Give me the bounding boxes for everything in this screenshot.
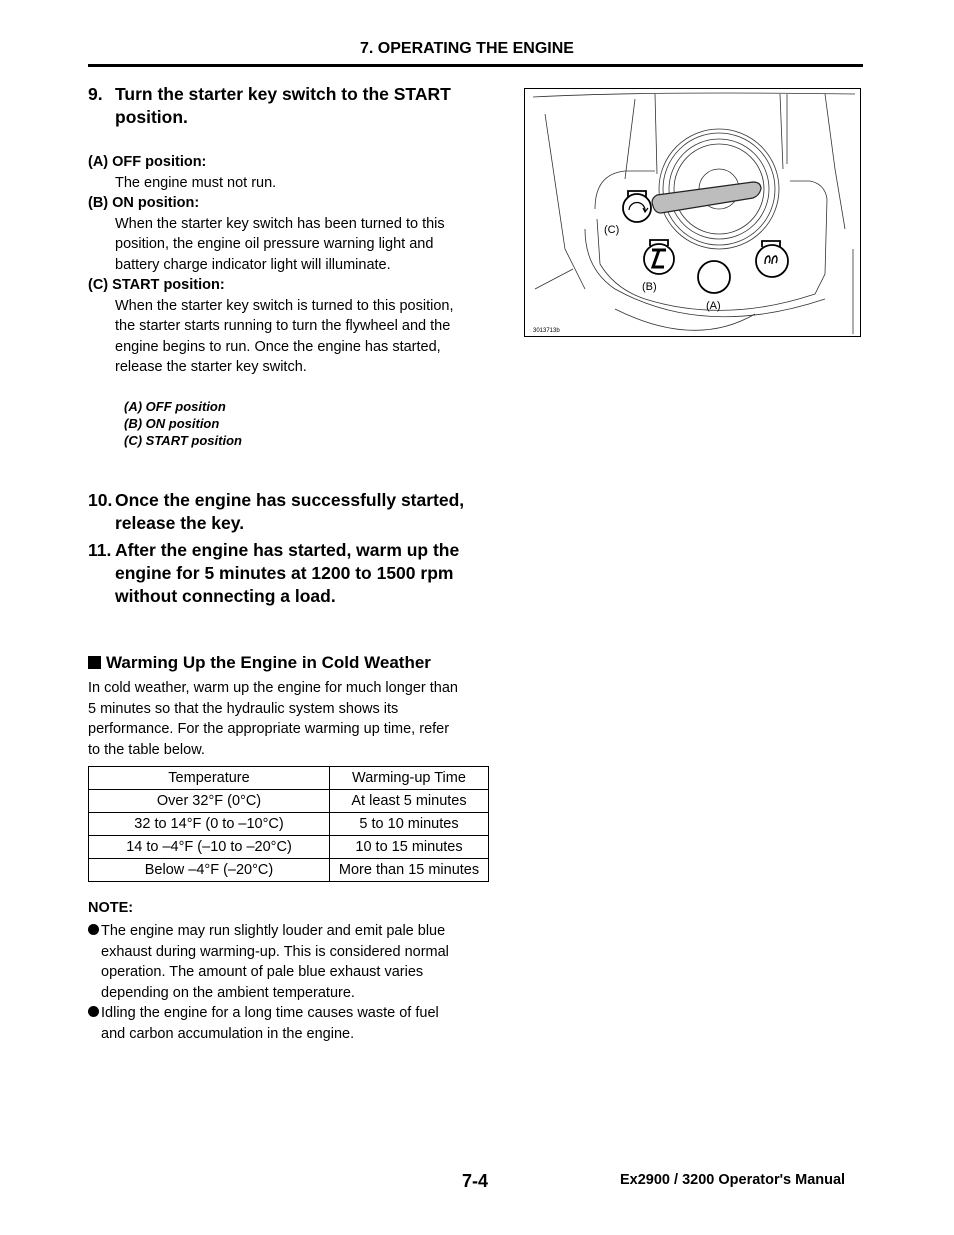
- step-text-line: After the engine has started, warm up the: [115, 540, 460, 560]
- position-a: [88, 152, 508, 193]
- step-number: 11.: [88, 540, 112, 560]
- position-desc: release the starter key switch.: [115, 359, 307, 375]
- step-10: [88, 489, 508, 535]
- square-bullet-icon: [88, 656, 101, 669]
- position-label: (A) OFF position:: [88, 154, 207, 170]
- position-definitions: [88, 152, 508, 378]
- table-cell: 14 to –4°F (–10 to –20°C): [89, 836, 330, 859]
- note-label: NOTE:: [88, 900, 134, 916]
- key-icon: [652, 182, 761, 213]
- position-desc: The engine must not run.: [115, 174, 277, 191]
- note-bullets: [88, 921, 498, 1044]
- position-desc: engine begins to run. Once the engine has started,: [115, 338, 441, 355]
- position-desc: When the starter key switch is turned to this position,: [115, 297, 454, 314]
- battery-charge-symbol-icon: [644, 240, 674, 274]
- callout-b: (B): [642, 281, 657, 293]
- figure-id: 3013713b: [533, 328, 560, 334]
- table-cell: 10 to 15 minutes: [330, 836, 489, 859]
- position-c: [88, 275, 508, 378]
- step-text-line: without connecting a load.: [115, 586, 336, 606]
- key-switch-illustration: [525, 89, 860, 336]
- caption-b: (B) ON position: [124, 416, 220, 431]
- position-b: [88, 193, 508, 275]
- section-header: 7. OPERATING THE ENGINE: [360, 40, 574, 57]
- table-header-cell: Temperature: [89, 767, 330, 790]
- table-row: [89, 836, 489, 859]
- bullet-dot-icon: [88, 924, 99, 935]
- step-11: [88, 539, 508, 608]
- table-header-row: [89, 767, 489, 790]
- caption-c: (C) START position: [124, 433, 242, 448]
- step-text-line: release the key.: [115, 513, 245, 533]
- table-cell: Below –4°F (–20°C): [89, 859, 330, 882]
- table-row: [89, 813, 489, 836]
- step-9: [88, 83, 488, 129]
- start-symbol-icon: [623, 191, 651, 222]
- header-divider: [88, 64, 863, 67]
- position-desc: the starter starts running to turn the flywheel and the: [115, 318, 451, 334]
- table-cell: At least 5 minutes: [330, 790, 489, 813]
- step-number: 9.: [88, 84, 103, 104]
- step-text-line: Turn the starter key switch to the START: [115, 84, 451, 104]
- table-cell: 32 to 14°F (0 to –10°C): [89, 813, 330, 836]
- position-label: (C) START position:: [88, 277, 225, 293]
- callout-a: (A): [706, 300, 721, 312]
- table-row: [89, 790, 489, 813]
- table-cell: Over 32°F (0°C): [89, 790, 330, 813]
- table-cell: 5 to 10 minutes: [330, 813, 489, 836]
- step-text-line: position.: [115, 107, 188, 127]
- step-text-line: engine for 5 minutes at 1200 to 1500 rpm: [115, 563, 454, 583]
- table-row: [89, 859, 489, 882]
- starter-key-switch-figure: [524, 88, 861, 337]
- note-bullet: The engine may run slightly louder and emit pale blue exhaust during warming-up. This is considered normal operation. The amount of pale blue exhaust varies depending on the ambient temperature.: [88, 921, 498, 1003]
- warming-up-table: [88, 766, 489, 882]
- step-number: 10.: [88, 490, 113, 510]
- step-text-line: Once the engine has successfully started,: [115, 490, 465, 510]
- table-cell: More than 15 minutes: [330, 859, 489, 882]
- glow-plug-symbol-icon: [756, 241, 788, 277]
- off-position-icon: [698, 261, 730, 293]
- callout-c: (C): [604, 224, 620, 236]
- position-desc: battery charge indicator light will illuminate.: [115, 256, 391, 273]
- table-header-cell: Warming-up Time: [330, 767, 489, 790]
- bullet-dot-icon: [88, 1006, 99, 1017]
- cold-weather-intro: In cold weather, warm up the engine for much longer than 5 minutes so that the hydraulic system shows its performance. For the appropriate warming up time, refer to the table below.: [88, 680, 458, 758]
- section-title-cold-weather: Warming Up the Engine in Cold Weather: [88, 653, 431, 673]
- position-desc: When the starter key switch has been turned to this: [115, 215, 445, 232]
- position-desc: position, the engine oil pressure warning light and: [115, 236, 434, 252]
- page-number: 7-4: [462, 1171, 489, 1191]
- note-bullet: Idling the engine for a long time causes waste of fuel and carbon accumulation in the engine.: [88, 1003, 498, 1044]
- caption-a: (A) OFF position: [124, 399, 226, 414]
- manual-title: Ex2900 / 3200 Operator's Manual: [620, 1172, 846, 1188]
- position-label: (B) ON position:: [88, 195, 200, 211]
- figure-captions: [124, 398, 242, 449]
